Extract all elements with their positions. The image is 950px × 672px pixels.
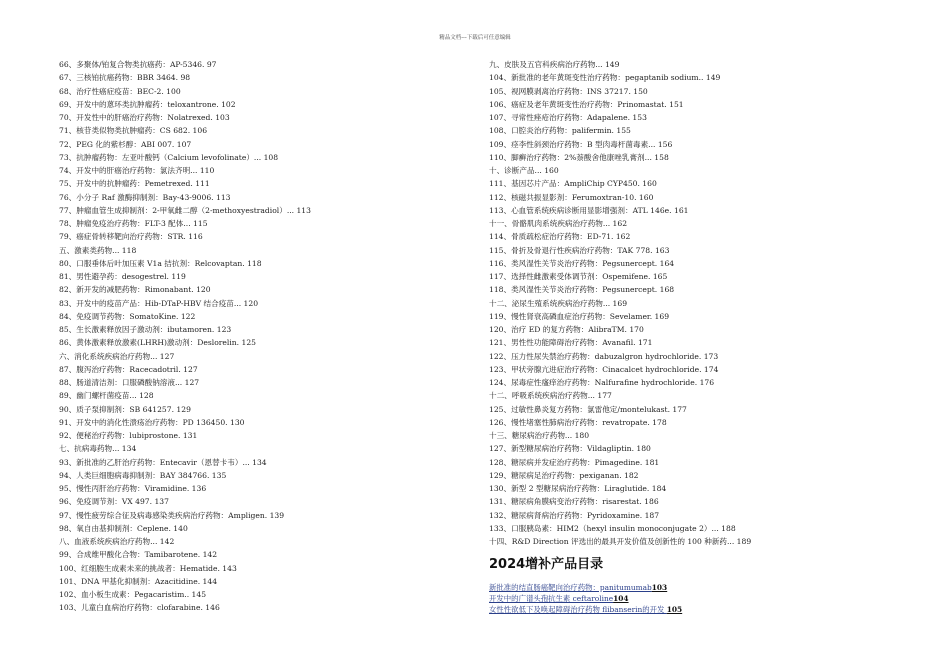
supplement-item-page: 105 xyxy=(666,605,683,614)
toc-entry[interactable]: 101、DNA 甲基化抑制剂：Azacitidine. 144 xyxy=(59,576,218,586)
toc-entry[interactable]: 72、PEG 化的紫杉醇：ABI 007. 107 xyxy=(59,139,192,149)
toc-right-column xyxy=(489,58,909,548)
toc-entry[interactable]: 119、慢性肾衰高磷血症治疗药物：Sevelamer. 169 xyxy=(489,311,670,321)
toc-entry[interactable]: 77、肿瘤血管生成抑制剂：2-甲氧雌二醇（2-methoxyestradiol）... 113 xyxy=(59,205,311,215)
toc-entry[interactable]: 121、男性性功能障碍治疗药物：Avanafil. 171 xyxy=(489,338,653,348)
toc-entry[interactable]: 118、类风湿性关节炎治疗药物：Pegsunercept. 168 xyxy=(489,285,675,295)
supplement-item-page: 104 xyxy=(613,594,629,603)
toc-entry[interactable]: 103、儿童白血病治疗药物：clofarabine. 146 xyxy=(59,603,220,613)
toc-section[interactable]: 十一、骨骼肌肉系统疾病治疗药物... 162 xyxy=(489,219,628,228)
toc-entry[interactable]: 98、氧自由基抑制剂：Ceplene. 140 xyxy=(59,523,188,533)
toc-entry[interactable]: 111、基因芯片产品：AmpliChip CYP450. 160 xyxy=(489,179,657,189)
toc-entry[interactable]: 99、合成维甲酸化合物：Tamibarotene. 142 xyxy=(59,550,218,560)
toc-entry[interactable]: 126、慢性堵塞性肺病治疗药物：revatropate. 178 xyxy=(489,417,667,427)
toc-entry[interactable]: 83、开发中的疫苗产品：Hib-DTaP-HBV 结合疫苗... 120 xyxy=(59,298,259,308)
toc-entry[interactable]: 89、幽门螺杆菌疫苗... 128 xyxy=(59,391,154,401)
toc-entry[interactable]: 133、口服胰岛素：HIM2（hexyl insulin monoconjugate 2）... 188 xyxy=(489,523,736,533)
toc-entry[interactable]: 97、慢性疲劳综合征及病毒感染类疾病治疗药物：Ampligen. 139 xyxy=(59,510,285,520)
supplement-item-link[interactable]: 开发中的广谱头孢抗生素 ceftaroline xyxy=(489,594,614,603)
toc-section[interactable]: 十二、泌尿生殖系统疾病治疗药物... 169 xyxy=(489,298,628,308)
toc-entry[interactable]: 66、多聚体/铂复合物类抗癌药：AP-5346. 97 xyxy=(59,60,217,69)
toc-entry[interactable]: 92、便秘治疗药物：lubiprostone. 131 xyxy=(59,431,198,440)
toc-entry[interactable]: 67、三核铂抗癌药物：BBR 3464. 98 xyxy=(59,73,191,83)
toc-entry[interactable]: 105、视网膜剥离治疗药物：INS 37217. 150 xyxy=(489,86,648,96)
toc-entry[interactable]: 108、口腔炎治疗药物：palifermin. 155 xyxy=(489,126,631,136)
toc-section[interactable]: 十二、呼吸系统疾病治疗药物... 177 xyxy=(489,391,612,401)
toc-entry[interactable]: 75、开发中的抗肿瘤药：Pemetrexed. 111 xyxy=(59,179,210,189)
toc-entry[interactable]: 132、糖尿病肾病治疗药物：Pyridoxamine. 187 xyxy=(489,510,660,520)
toc-entry[interactable]: 79、癌症骨转移靶向治疗药物：STR. 116 xyxy=(59,232,203,242)
toc-entry[interactable]: 91、开发中的消化性溃疡治疗药物：PD 136450. 130 xyxy=(59,417,245,427)
toc-entry[interactable]: 84、免疫调节药物：SomatoKine. 122 xyxy=(59,311,196,321)
supplement-item[interactable] xyxy=(489,604,929,615)
supplement-list xyxy=(489,582,929,615)
toc-entry[interactable]: 104、新批准的老年黄斑变性治疗药物：pegaptanib sodium.. 149 xyxy=(489,73,721,83)
toc-entry[interactable]: 124、尿毒症性瘙痒治疗药物：Nalfurafine hydrochloride. 176 xyxy=(489,378,715,387)
toc-entry[interactable]: 128、糖尿病并发症治疗药物：Pimagedine. 181 xyxy=(489,457,660,467)
toc-entry[interactable]: 74、开发中的肝癌治疗药物：氯法齐明... 110 xyxy=(59,166,215,175)
toc-entry[interactable]: 76、小分子 Raf 激酶抑制剂：Bay-43-9006. 113 xyxy=(59,192,231,202)
toc-entry[interactable]: 70、开发性中的肝癌治疗药物：Nolatrexed. 103 xyxy=(59,113,230,122)
toc-entry[interactable]: 93、新批准的乙肝治疗药物：Entecavir（恩替卡韦）... 134 xyxy=(59,457,267,467)
toc-entry[interactable]: 81、男性避孕药：desogestrel. 119 xyxy=(59,272,186,281)
toc-entry[interactable]: 87、腹泻治疗药物：Racecadotril. 127 xyxy=(59,364,198,374)
toc-entry[interactable]: 106、癌症及老年黄斑变性治疗药物：Prinomastat. 151 xyxy=(489,99,684,109)
toc-entry[interactable]: 71、核苷类似物类抗肿瘤药：CS 682. 106 xyxy=(59,126,208,136)
toc-section[interactable]: 九、皮肤及五官科疾病治疗药物... 149 xyxy=(489,60,620,69)
toc-entry[interactable]: 78、肿瘤免疫治疗药物：FLT-3 配体... 115 xyxy=(59,219,208,228)
supplement-item[interactable] xyxy=(489,593,929,604)
toc-entry[interactable]: 120、治疗 ED 的复方药物：AlibraTM. 170 xyxy=(489,325,644,334)
toc-entry[interactable]: 110、脚癣治疗药物：2%萘酸舍他康唑乳膏剂... 158 xyxy=(489,152,669,162)
toc-entry[interactable]: 122、压力性尿失禁治疗药物：dabuzalgron hydrochloride. 173 xyxy=(489,351,719,361)
toc-entry[interactable]: 130、新型 2 型糖尿病治疗药物：Liraglutide. 184 xyxy=(489,484,667,493)
toc-entry[interactable]: 68、治疗性癌症疫苗：BEC-2. 100 xyxy=(59,86,181,96)
toc-entry[interactable]: 96、免疫调节剂：VX 497. 137 xyxy=(59,497,169,507)
toc-section[interactable]: 十三、糖尿病治疗药物... 180 xyxy=(489,431,590,440)
toc-entry[interactable]: 113、心血管系统疾病诊断用显影增强剂：ATL 146e. 161 xyxy=(489,205,689,215)
toc-section[interactable]: 十、诊断产品... 160 xyxy=(489,166,559,175)
toc-entry[interactable]: 90、质子泵抑制剂：SB 641257. 129 xyxy=(59,404,191,414)
supplement-heading: 2024增补产品目录 xyxy=(489,557,604,572)
supplement-item-link[interactable]: 新批准的结直肠癌靶向治疗药物：panitumumab xyxy=(489,583,652,592)
supplement-item-link[interactable]: 女性性欲低下及唤起障碍治疗药物 flibanserin的开发 xyxy=(489,605,667,614)
toc-entry[interactable]: 129、糖尿病足治疗药物：pexiganan. 182 xyxy=(489,470,639,480)
toc-entry[interactable]: 88、肠道清洁剂：口服磷酸钠溶液... 127 xyxy=(59,378,200,387)
toc-entry[interactable]: 86、黄体激素释放激素(LHRH)激动剂：Deslorelin. 125 xyxy=(59,338,256,348)
toc-entry[interactable]: 95、慢性丙肝治疗药物：Viramidine. 136 xyxy=(59,484,207,493)
supplement-item[interactable] xyxy=(489,582,929,593)
toc-section[interactable]: 五、激素类药物... 118 xyxy=(59,245,137,255)
toc-entry[interactable]: 123、甲状旁腺亢进症治疗药物：Cinacalcet hydrochloride. 174 xyxy=(489,364,719,374)
toc-entry[interactable]: 114、骨质疏松症治疗药物：ED-71. 162 xyxy=(489,232,631,242)
toc-entry[interactable]: 82、新开发的减肥药物：Rimonabant. 120 xyxy=(59,285,211,295)
toc-entry[interactable]: 109、痉李性斜颈治疗药物：B 型肉毒杆菌毒素... 156 xyxy=(489,139,673,149)
toc-entry[interactable]: 100、红细胞生成素未来的挑战者：Hematide. 143 xyxy=(59,563,237,573)
toc-entry[interactable]: 69、开发中的蒽环类抗肿瘤药：teloxantrone. 102 xyxy=(59,99,236,109)
toc-entry[interactable]: 107、寻常性痤疮治疗药物：Adapalene. 153 xyxy=(489,113,647,122)
toc-entry[interactable]: 127、新型糖尿病治疗药物：Vildagliptin. 180 xyxy=(489,444,651,454)
toc-entry[interactable]: 73、抗肿瘤药物：左亚叶酸钙（Calcium levofolinate）... 108 xyxy=(59,152,279,162)
toc-entry[interactable]: 94、人类巨细胞病毒抑制剂：BAY 384766. 135 xyxy=(59,470,227,480)
toc-entry[interactable]: 80、口服垂体后叶加压素 V1a 拮抗剂：Relcovaptan. 118 xyxy=(59,258,262,268)
page-header: 精品文档---下载后可任意编辑 xyxy=(439,35,511,41)
toc-entry[interactable]: 112、核磁共振显影剂：Ferumoxtran-10. 160 xyxy=(489,192,654,202)
toc-entry[interactable]: 85、生长激素释放因子激动剂：ibutamoren. 123 xyxy=(59,325,232,334)
toc-left-column xyxy=(59,58,459,615)
toc-entry[interactable]: 115、骨折及骨退行性疾病治疗药物：TAK 778. 163 xyxy=(489,245,670,255)
toc-entry[interactable]: 102、血小板生成素：Pegacaristim.. 145 xyxy=(59,590,207,599)
toc-section[interactable]: 七、抗病毒药物... 134 xyxy=(59,444,137,454)
toc-entry[interactable]: 131、糖尿病角膜病变治疗药物：risarestat. 186 xyxy=(489,497,659,507)
toc-section[interactable]: 十四、R&D Direction 评选出的最具开发价值及创新性的 100 种新药... 189 xyxy=(489,537,752,546)
toc-entry[interactable]: 117、选择性雌激素受体调节剂：Ospemifene. 165 xyxy=(489,272,668,281)
toc-entry[interactable]: 125、过敏性鼻炎复方药物：氯雷他定/montelukast. 177 xyxy=(489,404,687,414)
toc-entry[interactable]: 116、类风湿性关节炎治疗药物：Pegsunercept. 164 xyxy=(489,258,675,268)
toc-section[interactable]: 八、血液系统疾病治疗药物... 142 xyxy=(59,537,175,546)
toc-section[interactable]: 六、消化系统疾病治疗药物... 127 xyxy=(59,351,175,361)
supplement-item-page: 103 xyxy=(651,583,668,592)
